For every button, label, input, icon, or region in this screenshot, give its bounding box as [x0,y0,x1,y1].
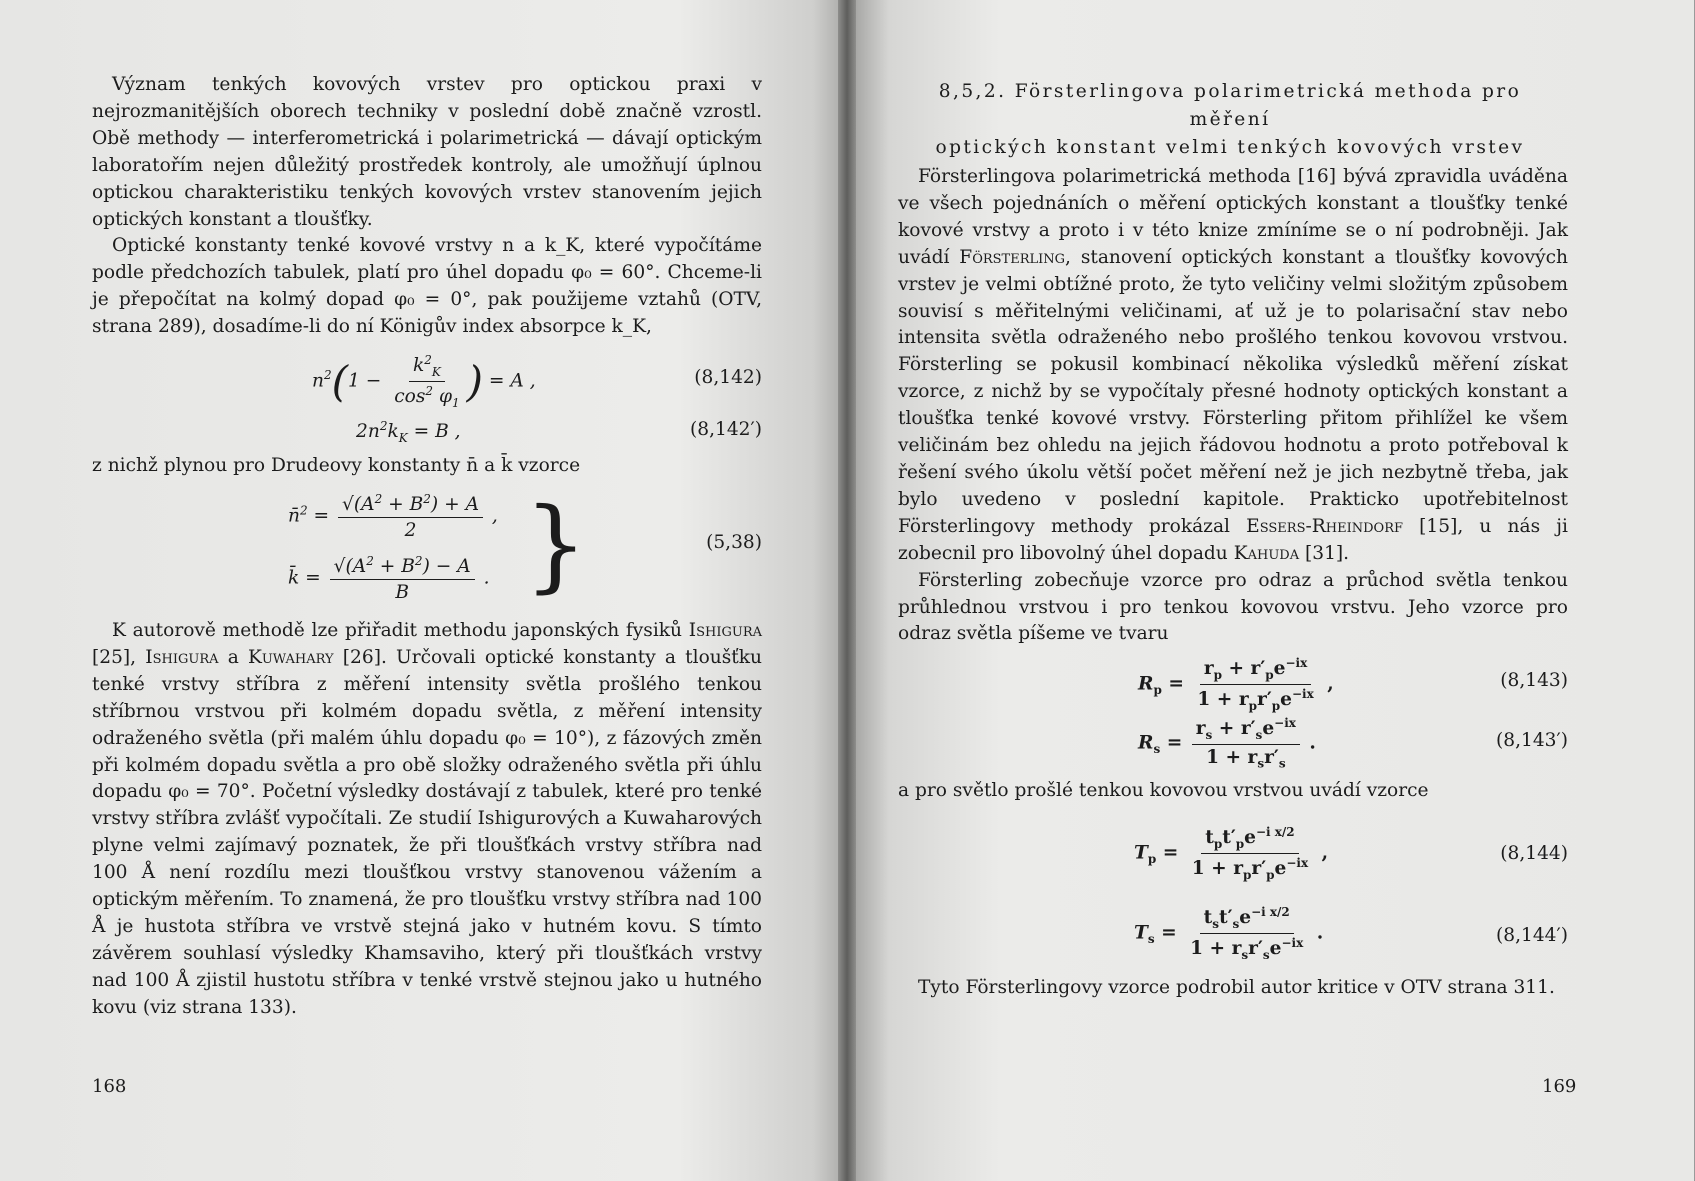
equation-8-142-prime [92,413,762,453]
equation-8-144-math: $T_p$ = $\frac{t_pt'_pe^{-i x/2}}{1 + r_pr'_pe^{-ix}}$ , [1134,825,1329,883]
right-paragraph-1-part-b: , stanovení optických konstant a tloušťky kovových vrstev je velmi obtížné proto, že tyto veličiny velmi složitým způsobem souvisí s měřitelnými veličinami, ať už je to polarisační stav nebo intensita světla odraženého nebo prošlého tenkou kovovou vrstvou. Försterling se pokusil kombinací několika výsledků měření získat vzorce, z nichž by se vypočítaly přesné hodnoty optických konstant a tloušťka tenké kovové vrstvy. Försterling přitom přihlížel ke všem veličinám bez ohledu na jejich řádovou hodnotu a proto potřeboval k řešení svého úkolu větší počet měření než je jich nezbytně třeba, jak bylo uvedeno v poslední kapitole. Prakticko upotřebitelnost Försterlingovy methody prokázal [898,246,1568,537]
equation-8-143-number: (8,143) [1500,670,1568,692]
equation-8-144-prime-number: (8,144′) [1496,925,1568,947]
right-paragraph-1 [898,164,1568,568]
left-paragraph-4-part-c: a [218,646,248,668]
right-paragraph-1-part-c: [15], u nás ji zobecnil pro libovolný úhel dopadu [898,515,1568,564]
right-paragraph-2: Försterling zobecňuje vzorce pro odraz a průchod světla tenkou průhlednou vrstvou i pro tenkou kovovou vrstvu. Jeho vzorce pro odraz světla píšeme ve tvaru [898,569,1568,645]
left-page-number: 168 [92,1076,127,1097]
author-name-forsterling: Försterling [959,246,1066,268]
equation-8-144-prime [898,901,1568,975]
author-name-essers-rheindorf: Essers-Rheindorf [1246,515,1404,537]
author-name-kahuda: Kahuda [1233,542,1300,564]
equation-8-142-prime-number: (8,142′) [690,419,762,441]
left-paragraph-3: z nichž plynou pro Drudeovy konstanty n̄ a k̄ vzorce [92,455,581,477]
equation-8-144-number: (8,144) [1500,843,1568,865]
right-text-column [898,164,1568,1002]
left-text-column [92,72,762,1022]
left-paragraph-1: Význam tenkých kovových vrstev pro optickou praxi v nejrozmanitějších oborech techniky v poslední době značně vzrostl. Obě methody — interferometrická i polarimetrická — dávají optickým laboratořím nejen důležitý prostředek kontroly, ale umožňují úplnou optickou charakteristiku tenkých kovových vrstev stanovením jejich optických konstant a tloušťky. [92,74,762,230]
section-heading-line-2: optických konstant velmi tenkých kovových vrstev [935,137,1525,158]
left-paragraph-4 [92,618,762,1022]
left-paragraph-2: Optické konstanty tenké kovové vrstvy n a k_K, které vypočítáme podle předchozích tabulek, platí pro úhel dopadu φ₀ = 60°. Chceme-li je přepočítat na kolmý dopad φ₀ = 0°, pak použijeme vztahů (OTV, strana 289), dosadíme-li do ní Königův index absorpce k_K, [92,235,762,338]
right-paragraph-1-part-a: Försterlingova polarimetrická methoda [16] bývá zpravidla uváděna ve všech pojednáních o měření optických konstant a tloušťky tenké kovové vrstvy a proto i v této knize zmíníme se o ní podrobněji. Jak uvádí [898,166,1568,268]
equation-5-38 [92,485,762,618]
author-name-kuwahary: Kuwahary [247,646,334,668]
equation-8-143-prime-number: (8,143′) [1496,730,1568,752]
equation-5-38-brace: } [524,485,588,603]
equation-8-144 [898,821,1568,901]
equation-8-144-prime-math: $T_s$ = $\frac{t_st'_se^{-i x/2}}{1 + r_sr'_se^{-ix}}$ . [1134,905,1324,963]
equation-8-143 [898,654,1568,714]
book-gutter [838,0,856,1181]
equation-8-142-prime-math: $2n^2k_K = B$ , [356,419,461,445]
left-paragraph-4-part-a: K autorově methodě lze přiřadit methodu japonských fysiků [112,619,689,641]
left-paragraph-4-part-d: [26]. Určovali optické konstanty a tloušťku tenké vrstvy stříbra z měření intensity světla prošlého tenkou stříbrnou vrstvou při kolmém dopadu světla, z měření intensity odraženého světla (při malém úhlu dopadu φ₀ = 10°), z fázových změn při kolmém dopadu světla a pro obě složky odraženého světla při úhlu dopadu φ₀ = 70°. Početní výsledky dostávají z tabulek, které pro tenké vrstvy stříbra zvlášť vypočítali. Ze studií Ishigurových a Kuwaharových plyne velmi zajímavý poznatek, že při tloušťkách vrstvy stříbra nad 100 Å není rozdílu mezi tloušťkou vrstvy stanovenou vážením a optickým měřením. To znamená, že pro tloušťku vrstvy stříbra nad 100 Å je hustota stříbra ve vrstvě stejná jako v hutném kovu. S tímto závěrem souhlasí výsledky Khamsaviho, který při tloušťkách vrstvy nad 100 Å zjistil hustotu stříbra v tenké vrstvě stejnou jako u hutného kovu (viz strana 133). [92,646,762,1018]
left-page [0,0,847,1181]
equation-8-143-prime-math: $R_s$ = $\frac{r_s + r'_se^{-ix}}{1 + r_sr'_s}$ . [1138,716,1316,771]
author-name-ishigura-2: Ishigura [145,646,219,668]
equation-8-142 [92,347,762,413]
left-paragraph-4-part-b: [25], [92,646,146,668]
equation-8-143-prime [898,714,1568,778]
equation-5-38-kbar: k̄ = $\frac{√(A^2 + B^2) - A}{B}$ . [288,553,490,604]
equation-5-38-number: (5,38) [706,531,762,553]
right-paragraph-1-part-d: [31]. [1299,542,1350,564]
equation-5-38-nbar: n̄$^2$ = $\frac{√(A^2 + B^2) + A}{2}$ , [288,491,498,542]
equation-8-142-number: (8,142) [694,367,762,389]
equation-8-142-math: $n^2(1$ − $\frac{k^2_K}{\cos^2 \varphi_1}$ ) = A , [312,353,536,410]
right-paragraph-4: Tyto Försterlingovy vzorce podrobil autor kritice v OTV strana 311. [918,977,1555,999]
author-name-ishigura: Ishigura [688,619,762,641]
right-page-number: 169 [1542,1076,1577,1097]
section-heading [905,78,1555,162]
section-heading-line-1: 8,5,2. Försterlingova polarimetrická methoda pro měření [938,81,1522,130]
equation-8-143-math: $R_p$ = $\frac{r_p + r'_pe^{-ix}}{1 + r_pr'_pe^{-ix}}$ , [1138,656,1334,714]
right-paragraph-3: a pro světlo prošlé tenkou kovovou vrstvou uvádí vzorce [898,780,1429,802]
